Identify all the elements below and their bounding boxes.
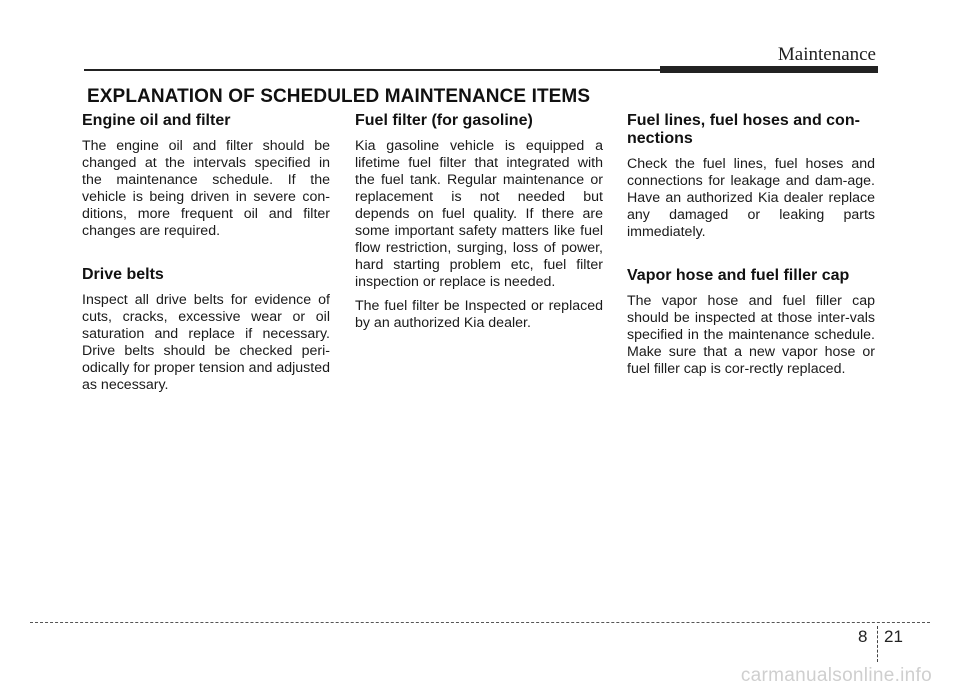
paragraph-fuel-lines: Check the fuel lines, fuel hoses and connections for leakage and dam-age. Have an authorized Kia dealer replace any damaged or leaking parts immediately. <box>627 156 875 240</box>
column-2 <box>355 112 603 339</box>
heading-vapor-hose: Vapor hose and fuel filler cap <box>627 267 850 284</box>
paragraph-vapor-hose: The vapor hose and fuel filler cap should be inspected at those inter-vals specified in the maintenance schedule. Make sure that a new vapor hose or fuel filler cap is cor-rectly replaced. <box>627 293 875 377</box>
paragraph-fuel-filter-2: The fuel filter be Inspected or replaced by an authorized Kia dealer. <box>355 298 603 331</box>
heading-drive-belts: Drive belts <box>82 266 164 283</box>
paragraph-fuel-filter-1: Kia gasoline vehicle is equipped a lifetime fuel filter that integrated with the fuel tank. Regular maintenance or replacement is not needed but depends on fuel quality. If there are some important safety matters like fuel flow restriction, surging, loss of power, hard starting problem etc, fuel filter inspection or replace is needed. <box>355 138 603 290</box>
page-number-divider <box>877 626 878 662</box>
column-3 <box>627 112 875 385</box>
paragraph-drive-belts: Inspect all drive belts for evidence of cuts, cracks, excessive wear or oil saturation and replace if necessary. Drive belts should be checked peri-odically for proper tension and adjusted as necessary. <box>82 292 330 393</box>
running-header-title: Maintenance <box>777 44 876 65</box>
header-rule <box>84 69 664 71</box>
section-title: EXPLANATION OF SCHEDULED MAINTENANCE ITEMS <box>87 86 591 107</box>
heading-engine-oil: Engine oil and filter <box>82 112 231 129</box>
footer-rule <box>30 622 930 623</box>
header-rule-accent <box>660 66 878 73</box>
chapter-number: 8 <box>858 627 868 646</box>
paragraph-engine-oil: The engine oil and filter should be changed at the intervals specified in the maintenance schedule. If the vehicle is being driven in severe con-ditions, more frequent oil and filter changes are required. <box>82 138 330 239</box>
heading-fuel-lines: Fuel lines, fuel hoses and con-nections <box>627 112 860 147</box>
watermark: carmanualsonline.info <box>740 665 932 686</box>
column-1 <box>82 112 330 401</box>
page-number: 21 <box>884 627 903 646</box>
heading-fuel-filter: Fuel filter (for gasoline) <box>355 112 533 129</box>
